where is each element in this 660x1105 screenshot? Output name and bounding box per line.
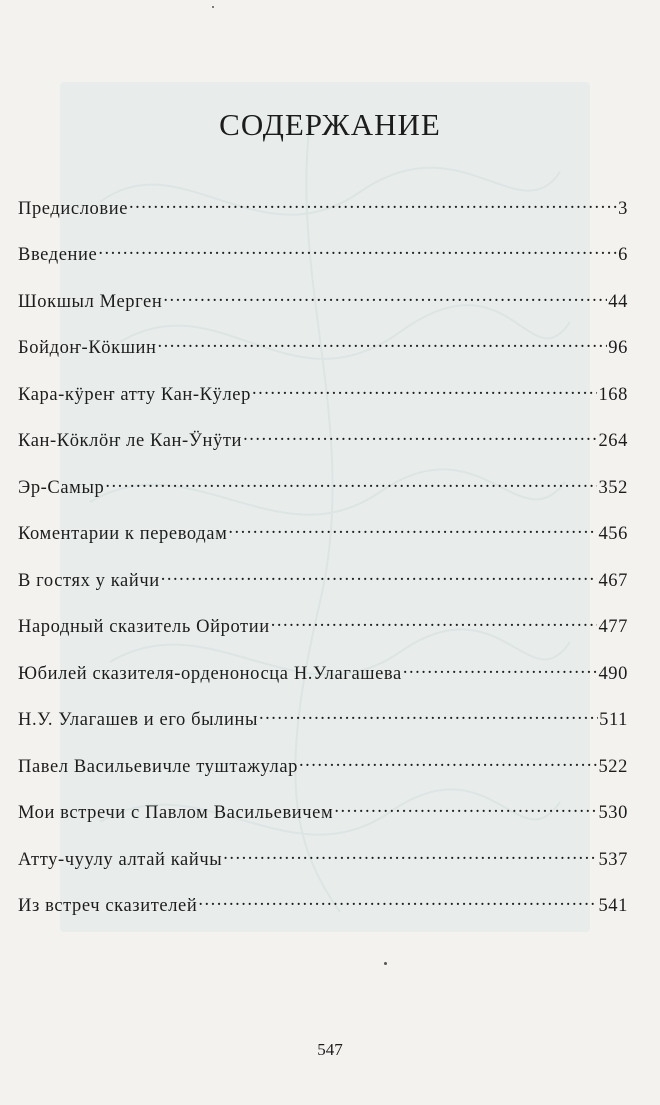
dot-leader (271, 614, 598, 633)
dot-leader (403, 660, 598, 679)
toc-entry-title: Мои встречи с Павлом Васильевичем (18, 803, 334, 823)
toc-entry-title: Павел Васильевичле туштажулар (18, 756, 298, 777)
toc-entry-page: 44 (608, 291, 628, 312)
toc-entry-title: Коментарии к переводам (18, 524, 228, 544)
toc-entry-title: Атту-чуулу алтай кайчы (18, 849, 223, 870)
toc-entry (18, 381, 628, 428)
toc-entry-page: 477 (598, 617, 628, 637)
dot-leader (228, 521, 597, 540)
toc-entry-page: 96 (608, 338, 628, 358)
toc-entry-page: 168 (598, 384, 628, 405)
toc-entry (18, 660, 628, 707)
toc-entry (18, 288, 628, 335)
toc-entry-page: 467 (598, 570, 628, 591)
toc-entry-page: 537 (598, 849, 628, 870)
print-speck (384, 962, 387, 965)
toc-entry-title: Народный сказитель Ойротии (18, 617, 270, 637)
toc-entry-title: Шокшыл Мерген (18, 291, 163, 312)
dot-leader (163, 288, 607, 307)
toc-entry-title: Н.У. Улагашев и его былины (18, 710, 259, 730)
toc-entry-page: 522 (598, 756, 628, 777)
dot-leader (223, 846, 597, 865)
dot-leader (299, 753, 597, 772)
toc-entry (18, 428, 628, 475)
toc-entry-title: Эр-Самыр (18, 477, 105, 498)
toc-entry-title: Предисловие (18, 198, 129, 219)
toc-entry-title: В гостях у кайчи (18, 570, 160, 591)
toc-entry-title: Введение (18, 245, 98, 265)
toc-entry-page: 456 (598, 524, 628, 544)
toc-entry-title: Кара-кӱреҥ атту Кан-Кӱлер (18, 384, 251, 405)
toc-entry (18, 567, 628, 614)
dot-leader (198, 893, 597, 912)
dot-leader (158, 335, 608, 354)
toc-entry-title: Бойдоҥ-Кӧкшин (18, 338, 157, 358)
toc-entry-page: 352 (598, 477, 628, 498)
toc-entry (18, 195, 628, 242)
dot-leader (243, 428, 597, 447)
toc-entry-title: Из встреч сказителей (18, 896, 198, 916)
toc-entry (18, 753, 628, 800)
dot-leader (129, 195, 617, 214)
dot-leader (161, 567, 598, 586)
toc-entry-page: 6 (618, 245, 628, 265)
toc-entry-title: Кан-Кӧклӧҥ ле Кан-Ӱнӱти (18, 431, 243, 451)
dot-leader (259, 707, 598, 726)
toc-entry-page: 511 (599, 710, 628, 730)
toc-entry-page: 530 (598, 803, 628, 823)
toc-entry (18, 707, 628, 754)
toc-entry-page: 3 (618, 198, 628, 219)
toc-entry (18, 521, 628, 568)
toc-entry (18, 614, 628, 661)
page-title: СОДЕРЖАНИЕ (219, 106, 441, 142)
toc-entry (18, 846, 628, 893)
toc-entry-page: 490 (598, 663, 628, 684)
toc-entry (18, 893, 628, 940)
dot-leader (334, 800, 597, 819)
toc-entry-page: 541 (598, 896, 628, 916)
page-number: 547 (317, 1040, 343, 1059)
toc-entry (18, 242, 628, 289)
toc-entry (18, 800, 628, 847)
toc-entry (18, 335, 628, 382)
toc-entry-page: 264 (598, 431, 628, 451)
dot-leader (252, 381, 597, 400)
dot-leader (105, 474, 597, 493)
dot-leader (98, 242, 617, 261)
toc-entry (18, 474, 628, 521)
table-of-contents (18, 195, 628, 939)
toc-entry-title: Юбилей сказителя-орденоносца Н.Улагашева (18, 663, 402, 684)
print-speck (212, 6, 214, 8)
